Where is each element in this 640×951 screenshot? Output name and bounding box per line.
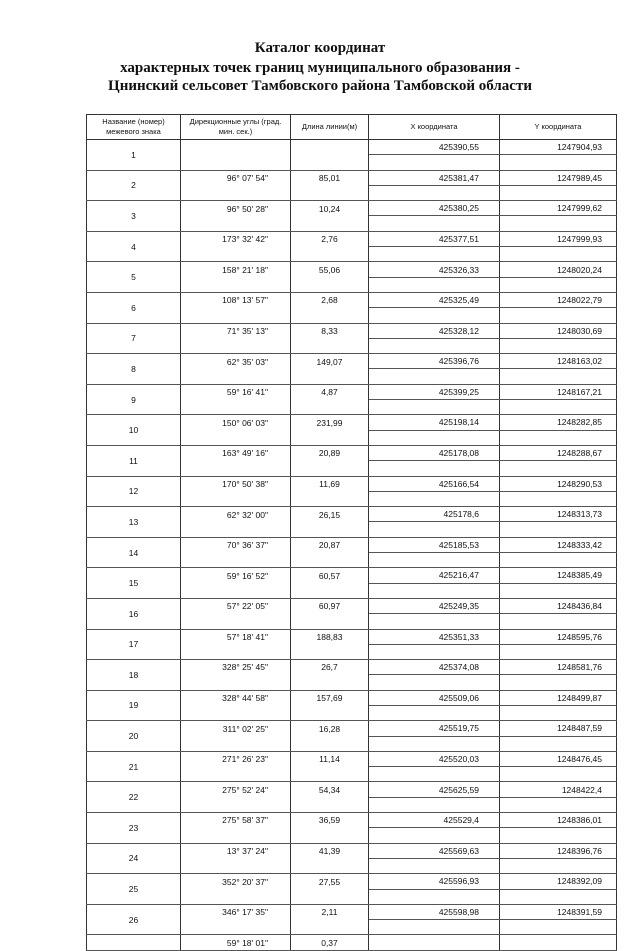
direction-angle (181, 491, 291, 506)
y-coordinate: 1248288,67 (500, 445, 617, 460)
y-coordinate-spacer (500, 583, 617, 598)
direction-angle (181, 614, 291, 629)
direction-angle (181, 338, 291, 353)
x-coordinate-spacer (369, 430, 500, 445)
direction-angle (181, 736, 291, 751)
table-row (87, 782, 617, 797)
y-coordinate-spacer (500, 338, 617, 353)
line-length (291, 889, 369, 904)
point-name: 2 (87, 170, 181, 201)
y-coordinate: 1247989,45 (500, 170, 617, 185)
x-coordinate: 425351,33 (369, 629, 500, 644)
direction-angle (181, 858, 291, 873)
x-coordinate-spacer (369, 400, 500, 415)
line-length: 8,33 (291, 323, 369, 338)
y-coordinate-spacer (500, 155, 617, 170)
x-coordinate-spacer (369, 185, 500, 200)
document-title: Каталог координат (254, 40, 386, 56)
line-length (291, 338, 369, 353)
direction-angle: 57° 22' 05" (181, 598, 291, 613)
table-row (87, 170, 617, 185)
table-row (87, 843, 617, 858)
point-name: 1 (87, 140, 181, 171)
line-length (291, 308, 369, 323)
y-coordinate-spacer (500, 675, 617, 690)
direction-angle (181, 522, 291, 537)
line-length: 26,15 (291, 507, 369, 522)
line-length: 41,39 (291, 843, 369, 858)
y-coordinate-spacer (500, 491, 617, 506)
point-name: 12 (87, 476, 181, 507)
x-coordinate: 425569,63 (369, 843, 500, 858)
table-row (87, 231, 617, 246)
table-row (87, 507, 617, 522)
point-name: 11 (87, 445, 181, 476)
point-name: 15 (87, 568, 181, 599)
line-length (291, 461, 369, 476)
y-coordinate: 1248581,76 (500, 660, 617, 675)
point-name: 4 (87, 231, 181, 262)
x-coordinate: 425166,54 (369, 476, 500, 491)
x-coordinate-spacer (369, 828, 500, 843)
table-row (87, 629, 617, 644)
table-row (87, 262, 617, 277)
table-row (87, 445, 617, 460)
direction-angle (181, 400, 291, 415)
x-coordinate-spacer (369, 338, 500, 353)
table-body (87, 140, 617, 951)
direction-angle: 311° 02' 25" (181, 721, 291, 736)
header-line-length: Длина линии(м) (291, 115, 369, 140)
line-length: 149,07 (291, 354, 369, 369)
x-coordinate: 425396,76 (369, 354, 500, 369)
x-coordinate: 425625,59 (369, 782, 500, 797)
direction-angle: 328° 44' 58" (181, 690, 291, 705)
y-coordinate-spacer (500, 216, 617, 231)
table-row (87, 354, 617, 369)
x-coordinate-spacer (369, 155, 500, 170)
direction-angle (181, 644, 291, 659)
line-length (291, 644, 369, 659)
y-coordinate-spacer (500, 935, 617, 950)
direction-angle: 71° 35' 13" (181, 323, 291, 338)
line-length: 60,57 (291, 568, 369, 583)
x-coordinate: 425178,08 (369, 445, 500, 460)
line-length (291, 369, 369, 384)
y-coordinate-spacer (500, 185, 617, 200)
x-coordinate-spacer (369, 461, 500, 476)
point-name-spacer (87, 935, 181, 950)
point-name: 22 (87, 782, 181, 813)
direction-angle: 275° 58' 37" (181, 813, 291, 828)
direction-angle (181, 461, 291, 476)
point-name: 9 (87, 384, 181, 415)
y-coordinate-spacer (500, 614, 617, 629)
x-coordinate: 425249,35 (369, 598, 500, 613)
header-x-coordinate: X координата (369, 115, 500, 140)
table-row (87, 476, 617, 491)
line-length (291, 185, 369, 200)
line-length (291, 858, 369, 873)
direction-angle: 96° 50' 28" (181, 201, 291, 216)
point-name: 3 (87, 201, 181, 232)
x-coordinate-spacer (369, 216, 500, 231)
direction-angle: 271° 26' 23" (181, 751, 291, 766)
x-coordinate-spacer (369, 369, 500, 384)
direction-angle: 62° 35' 03" (181, 354, 291, 369)
x-coordinate-spacer (369, 308, 500, 323)
x-coordinate: 425529,4 (369, 813, 500, 828)
direction-angle (181, 216, 291, 231)
table-row (87, 935, 617, 950)
line-length (291, 155, 369, 170)
table-row (87, 201, 617, 216)
x-coordinate-spacer (369, 614, 500, 629)
header-direction-angle: Дирекционные углы (град. мин. сек.) (181, 115, 291, 140)
point-name: 8 (87, 354, 181, 385)
y-coordinate: 1247999,62 (500, 201, 617, 216)
y-coordinate: 1248391,59 (500, 904, 617, 919)
table-row (87, 751, 617, 766)
line-length (291, 140, 369, 155)
y-coordinate: 1248022,79 (500, 292, 617, 307)
line-length: 55,06 (291, 262, 369, 277)
direction-angle (181, 675, 291, 690)
line-length: 20,89 (291, 445, 369, 460)
x-coordinate: 425380,25 (369, 201, 500, 216)
direction-angle (181, 797, 291, 812)
direction-angle (181, 430, 291, 445)
point-name: 26 (87, 904, 181, 935)
table-row (87, 323, 617, 338)
table-row (87, 813, 617, 828)
y-coordinate: 1248163,02 (500, 354, 617, 369)
x-coordinate: 425381,47 (369, 170, 500, 185)
direction-angle: 173° 32' 42" (181, 231, 291, 246)
table-row (87, 660, 617, 675)
direction-angle: 163° 49' 16" (181, 445, 291, 460)
line-length: 85,01 (291, 170, 369, 185)
x-coordinate: 425520,03 (369, 751, 500, 766)
line-length: 11,69 (291, 476, 369, 491)
x-coordinate: 425328,12 (369, 323, 500, 338)
x-coordinate-spacer (369, 736, 500, 751)
x-coordinate-spacer (369, 858, 500, 873)
coordinates-table (86, 114, 617, 951)
x-coordinate-spacer (369, 705, 500, 720)
y-coordinate-spacer (500, 308, 617, 323)
table-row (87, 292, 617, 307)
direction-angle: 59° 18' 01" (181, 935, 291, 950)
y-coordinate: 1248167,21 (500, 384, 617, 399)
table-row (87, 721, 617, 736)
x-coordinate: 425390,55 (369, 140, 500, 155)
y-coordinate: 1248313,73 (500, 507, 617, 522)
document-subtitle-locality: Цнинский сельсовет Тамбовского района Тамбовской области (108, 78, 532, 94)
y-coordinate-spacer (500, 522, 617, 537)
y-coordinate: 1247904,93 (500, 140, 617, 155)
x-coordinate: 425325,49 (369, 292, 500, 307)
y-coordinate-spacer (500, 767, 617, 782)
line-length (291, 583, 369, 598)
line-length (291, 828, 369, 843)
point-name: 5 (87, 262, 181, 293)
x-coordinate-spacer (369, 247, 500, 262)
direction-angle: 158° 21' 18" (181, 262, 291, 277)
direction-angle (181, 583, 291, 598)
table-row (87, 415, 617, 430)
y-coordinate-spacer (500, 553, 617, 568)
point-name: 23 (87, 813, 181, 844)
line-length (291, 920, 369, 935)
x-coordinate-spacer (369, 553, 500, 568)
line-length (291, 491, 369, 506)
x-coordinate-spacer (369, 935, 500, 950)
y-coordinate: 1248030,69 (500, 323, 617, 338)
x-coordinate: 425399,25 (369, 384, 500, 399)
line-length (291, 736, 369, 751)
direction-angle: 150° 06' 03" (181, 415, 291, 430)
y-coordinate: 1248333,42 (500, 537, 617, 552)
y-coordinate-spacer (500, 858, 617, 873)
direction-angle (181, 369, 291, 384)
x-coordinate-spacer (369, 583, 500, 598)
direction-angle: 346° 17' 35" (181, 904, 291, 919)
direction-angle (181, 889, 291, 904)
direction-angle: 275° 52' 24" (181, 782, 291, 797)
y-coordinate-spacer (500, 920, 617, 935)
x-coordinate-spacer (369, 277, 500, 292)
line-length (291, 400, 369, 415)
point-name: 24 (87, 843, 181, 874)
y-coordinate: 1248396,76 (500, 843, 617, 858)
table-row (87, 904, 617, 919)
y-coordinate: 1248020,24 (500, 262, 617, 277)
direction-angle: 108° 13' 57" (181, 292, 291, 307)
x-coordinate: 425598,98 (369, 904, 500, 919)
line-length: 54,34 (291, 782, 369, 797)
line-length (291, 522, 369, 537)
x-coordinate-spacer (369, 767, 500, 782)
x-coordinate: 425326,33 (369, 262, 500, 277)
y-coordinate: 1248595,76 (500, 629, 617, 644)
line-length (291, 247, 369, 262)
line-length: 231,99 (291, 415, 369, 430)
direction-angle: 352° 20' 37" (181, 874, 291, 889)
line-length (291, 797, 369, 812)
direction-angle (181, 277, 291, 292)
y-coordinate-spacer (500, 889, 617, 904)
direction-angle (181, 705, 291, 720)
y-coordinate-spacer (500, 736, 617, 751)
direction-angle (181, 140, 291, 155)
direction-angle (181, 553, 291, 568)
line-length (291, 277, 369, 292)
table-header-row (87, 115, 617, 140)
line-length (291, 553, 369, 568)
line-length: 2,11 (291, 904, 369, 919)
line-length (291, 430, 369, 445)
line-length: 11,14 (291, 751, 369, 766)
direction-angle: 59° 16' 52" (181, 568, 291, 583)
y-coordinate: 1248422,4 (500, 782, 617, 797)
x-coordinate: 425216,47 (369, 568, 500, 583)
line-length (291, 614, 369, 629)
x-coordinate: 425185,53 (369, 537, 500, 552)
table-row (87, 598, 617, 613)
direction-angle: 59° 16' 41" (181, 384, 291, 399)
direction-angle: 328° 25' 45" (181, 660, 291, 675)
x-coordinate-spacer (369, 797, 500, 812)
x-coordinate: 425519,75 (369, 721, 500, 736)
document-subtitle: характерных точек границ муниципального образования - (120, 60, 520, 76)
x-coordinate-spacer (369, 889, 500, 904)
y-coordinate: 1248290,53 (500, 476, 617, 491)
direction-angle: 57° 18' 41" (181, 629, 291, 644)
y-coordinate: 1248386,01 (500, 813, 617, 828)
x-coordinate-spacer (369, 491, 500, 506)
y-coordinate-spacer (500, 277, 617, 292)
x-coordinate: 425509,06 (369, 690, 500, 705)
point-name: 7 (87, 323, 181, 354)
line-length: 10,24 (291, 201, 369, 216)
line-length (291, 767, 369, 782)
point-name: 17 (87, 629, 181, 660)
y-coordinate: 1247999,93 (500, 231, 617, 246)
point-name: 16 (87, 598, 181, 629)
point-name: 19 (87, 690, 181, 721)
x-coordinate-spacer (369, 920, 500, 935)
direction-angle: 70° 36' 37" (181, 537, 291, 552)
y-coordinate-spacer (500, 828, 617, 843)
y-coordinate: 1248392,09 (500, 874, 617, 889)
direction-angle: 13° 37' 24" (181, 843, 291, 858)
header-y-coordinate: Y координата (500, 115, 617, 140)
y-coordinate-spacer (500, 797, 617, 812)
line-length: 2,76 (291, 231, 369, 246)
y-coordinate-spacer (500, 705, 617, 720)
y-coordinate: 1248436,84 (500, 598, 617, 613)
direction-angle (181, 828, 291, 843)
line-length (291, 675, 369, 690)
x-coordinate: 425374,08 (369, 660, 500, 675)
y-coordinate: 1248282,85 (500, 415, 617, 430)
line-length (291, 705, 369, 720)
x-coordinate: 425377,51 (369, 231, 500, 246)
point-name: 13 (87, 507, 181, 538)
line-length: 20,87 (291, 537, 369, 552)
table-row (87, 690, 617, 705)
line-length: 0,37 (291, 935, 369, 950)
line-length: 36,59 (291, 813, 369, 828)
direction-angle (181, 767, 291, 782)
direction-angle (181, 247, 291, 262)
line-length: 27,55 (291, 874, 369, 889)
line-length: 60,97 (291, 598, 369, 613)
point-name: 14 (87, 537, 181, 568)
line-length: 188,83 (291, 629, 369, 644)
x-coordinate: 425178,6 (369, 507, 500, 522)
point-name: 18 (87, 660, 181, 691)
line-length: 157,69 (291, 690, 369, 705)
x-coordinate-spacer (369, 675, 500, 690)
direction-angle: 62° 32' 00" (181, 507, 291, 522)
direction-angle: 170° 50' 38" (181, 476, 291, 491)
point-name: 6 (87, 292, 181, 323)
x-coordinate: 425198,14 (369, 415, 500, 430)
direction-angle (181, 155, 291, 170)
direction-angle (181, 920, 291, 935)
direction-angle (181, 308, 291, 323)
line-length (291, 216, 369, 231)
line-length: 26,7 (291, 660, 369, 675)
x-coordinate-spacer (369, 522, 500, 537)
line-length: 2,68 (291, 292, 369, 307)
point-name: 21 (87, 751, 181, 782)
direction-angle (181, 185, 291, 200)
direction-angle: 96° 07' 54" (181, 170, 291, 185)
header-point-name: Название (номер) межевого знака (87, 115, 181, 140)
table-row (87, 568, 617, 583)
table-row (87, 874, 617, 889)
point-name: 10 (87, 415, 181, 446)
point-name: 25 (87, 874, 181, 905)
line-length: 16,28 (291, 721, 369, 736)
y-coordinate-spacer (500, 247, 617, 262)
point-name: 20 (87, 721, 181, 752)
table-row (87, 384, 617, 399)
y-coordinate: 1248499,87 (500, 690, 617, 705)
y-coordinate: 1248487,59 (500, 721, 617, 736)
y-coordinate-spacer (500, 461, 617, 476)
y-coordinate-spacer (500, 369, 617, 384)
y-coordinate-spacer (500, 400, 617, 415)
y-coordinate: 1248385,49 (500, 568, 617, 583)
y-coordinate-spacer (500, 430, 617, 445)
y-coordinate-spacer (500, 644, 617, 659)
x-coordinate-spacer (369, 644, 500, 659)
y-coordinate: 1248476,45 (500, 751, 617, 766)
line-length: 4,87 (291, 384, 369, 399)
table-row (87, 537, 617, 552)
table-row (87, 140, 617, 155)
x-coordinate: 425596,93 (369, 874, 500, 889)
